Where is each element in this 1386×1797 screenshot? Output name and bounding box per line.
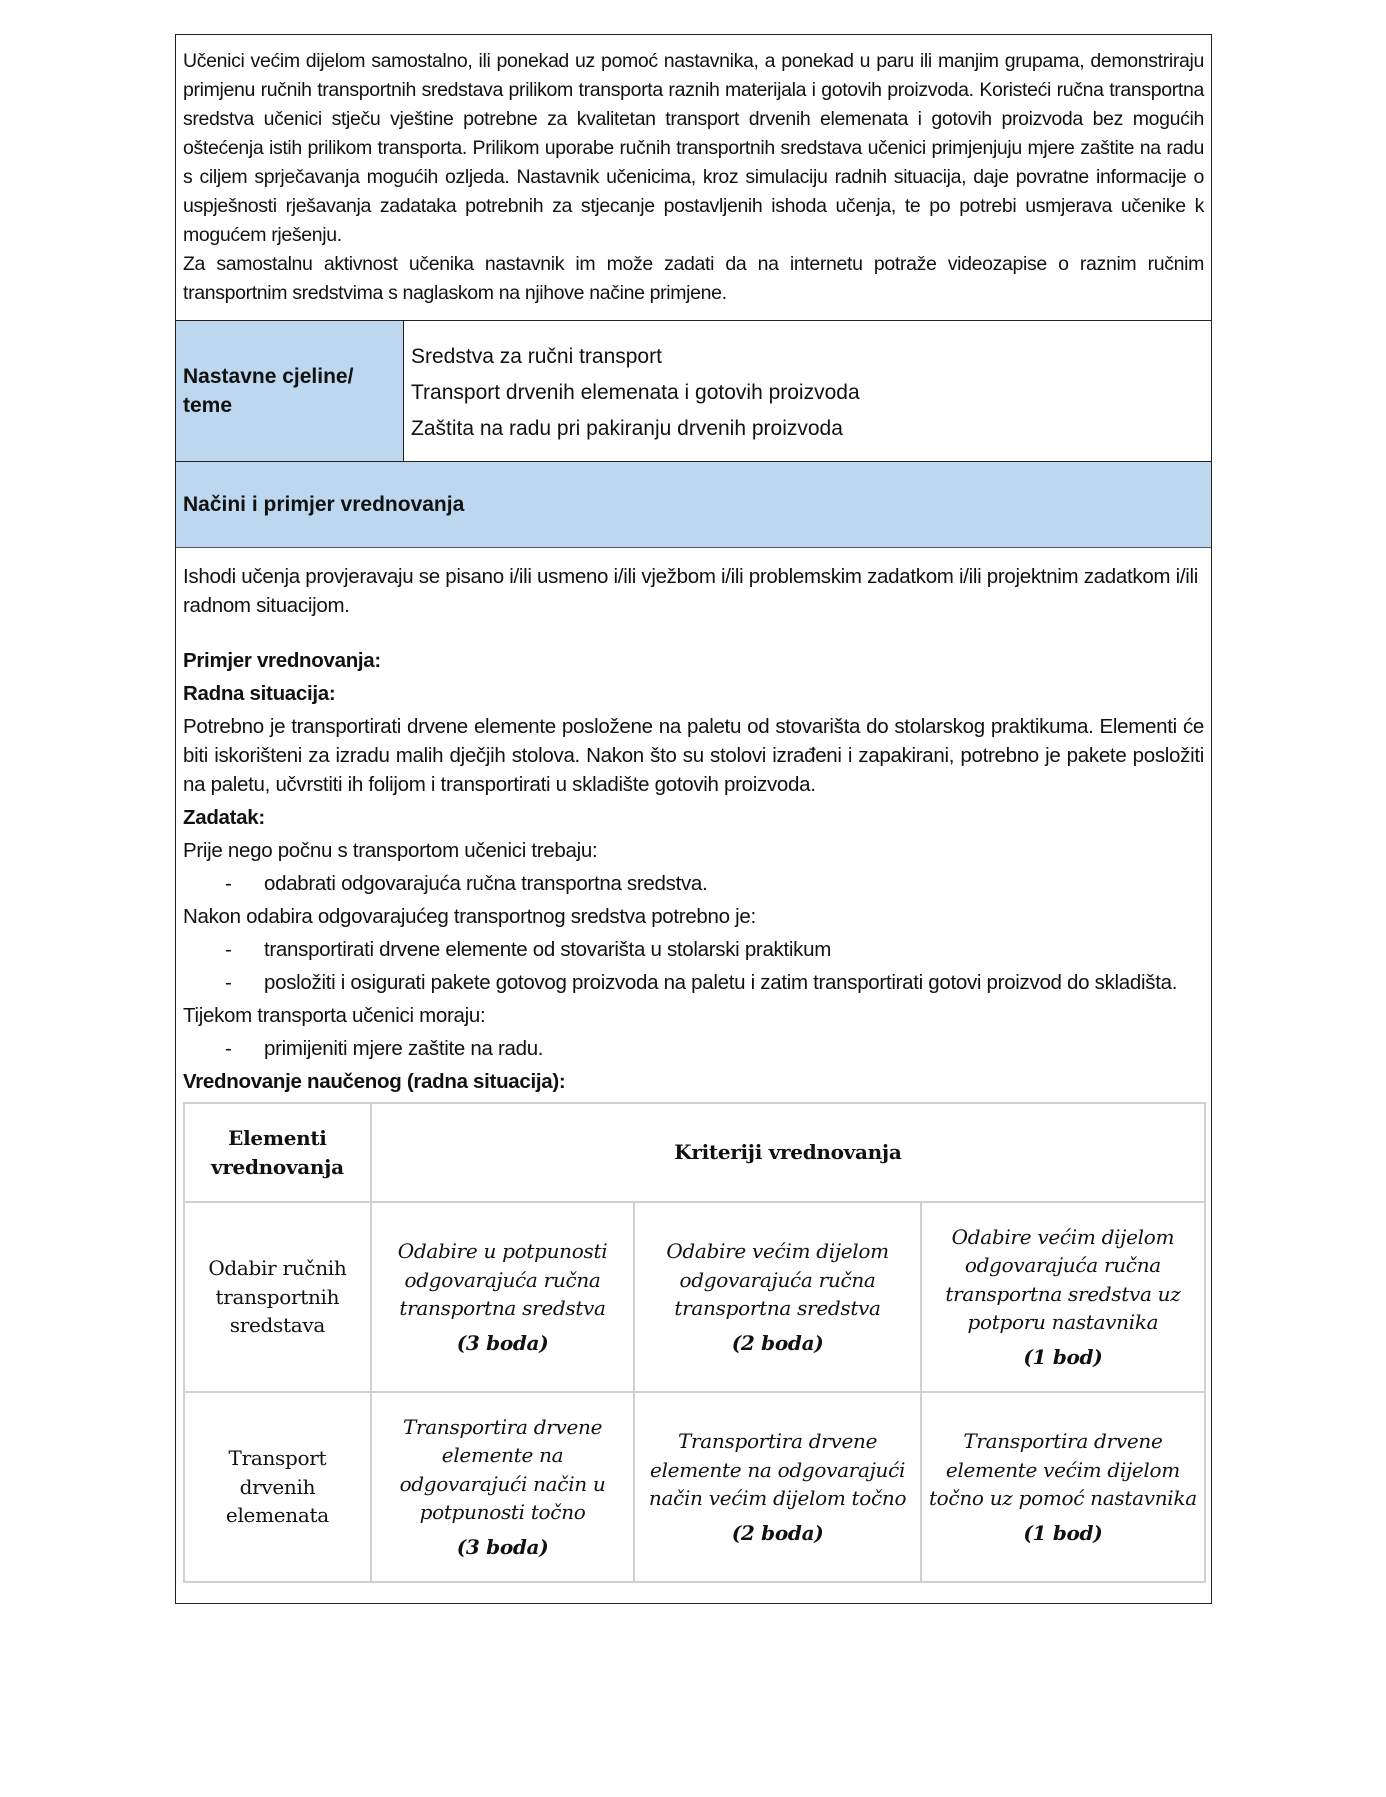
- list-item: - primijeniti mjere zaštite na radu.: [183, 1034, 1204, 1063]
- teaching-units-row: [176, 321, 1211, 462]
- rubric-title: Vrednovanje naučenog (radna situacija):: [183, 1070, 566, 1093]
- evaluation-section-header: Načini i primjer vrednovanja: [176, 462, 1211, 548]
- intro-paragraph-1: Učenici većim dijelom samostalno, ili ponekad uz pomoć nastavnika, a ponekad u paru ili manjim grupama, demonstriraju primjenu ručnih transportnih sredstava prilikom transporta raznih materijala i gotovih proizvoda. Koristeći ručna transportna sredstva učenici stječu vještine potrebne za kvalitetan transport drvenih elemenata i gotovih proizvoda bez mogućih oštećenja istih prilikom transporta. Prilikom uporabe ručnih transportnih sredstava učenici primjenjuju mjere zaštite na radu s ciljem sprječavanja mogućih ozljeda. Nastavnik učenicima, kroz simulaciju radnih situacija, daje povratne informacije o uspješnosti rješavanja zadataka potrebnih za stjecanje postavljenih ishoda učenja, te po potrebi usmjerava učenike k mogućem rješenju.: [183, 50, 1204, 246]
- points-label: (1 bod): [1023, 1344, 1103, 1369]
- evaluation-body: [176, 548, 1211, 1603]
- list-item: - posložiti i osigurati pakete gotovog proizvoda na paletu i zatim transportirati gotovi proizvod do skladišta.: [183, 968, 1204, 997]
- during-transport-intro: Tijekom transporta učenici moraju:: [183, 1004, 486, 1027]
- rubric-criterion: Transportira drvene elemente na odgovarajući način u potpunosti točno (3 boda): [371, 1392, 635, 1582]
- points-label: (2 boda): [731, 1520, 824, 1545]
- table-row: [184, 1392, 1205, 1582]
- teaching-units-list: [404, 321, 867, 461]
- points-label: (3 boda): [456, 1534, 549, 1559]
- rubric-header-criteria: Kriteriji vrednovanja: [371, 1103, 1205, 1202]
- intro-section: [176, 35, 1211, 321]
- work-situation-title: Radna situacija:: [183, 682, 336, 705]
- rubric-criterion: Odabire u potpunosti odgovarajuća ručna transportna sredstva (3 boda): [371, 1202, 635, 1392]
- rubric-criterion: Odabire većim dijelom odgovarajuća ručna transportna sredstva (2 boda): [634, 1202, 920, 1392]
- example-title: Primjer vrednovanja:: [183, 649, 381, 672]
- teaching-units-label: Nastavne cjeline/ teme: [176, 321, 404, 461]
- before-transport-intro: Prije nego počnu s transportom učenici trebaju:: [183, 839, 598, 862]
- rubric-element: Odabir ručnih transportnih sredstava: [184, 1202, 371, 1392]
- task-title: Zadatak:: [183, 806, 265, 829]
- rubric-header-row: [184, 1103, 1205, 1202]
- dash-bullet-icon: -: [225, 872, 232, 895]
- dash-bullet-icon: -: [225, 1037, 232, 1060]
- dash-bullet-icon: -: [225, 938, 232, 961]
- work-situation-text: Potrebno je transportirati drvene elemente posložene na paletu od stovarišta do stolarskog praktikuma. Elementi će biti iskorišteni za izradu malih dječjih stolova. Nakon što su stolovi izrađeni i zapakirani, potrebno je pakete posložiti na paletu, učvrstiti ih folijom i transportirati u skladište gotovih proizvoda.: [183, 715, 1204, 796]
- rubric-element: Transport drvenih elemenata: [184, 1392, 371, 1582]
- points-label: (3 boda): [456, 1330, 549, 1355]
- dash-bullet-icon: -: [225, 971, 232, 994]
- teaching-unit-item: Sredstva za ručni transport: [411, 345, 662, 368]
- rubric-header-elements: Elementi vrednovanja: [184, 1103, 371, 1202]
- teaching-unit-item: Transport drvenih elemenata i gotovih proizvoda: [411, 381, 860, 404]
- points-label: (1 bod): [1023, 1520, 1103, 1545]
- table-row: [184, 1202, 1205, 1392]
- evaluation-intro: Ishodi učenja provjeravaju se pisano i/ili usmeno i/ili vježbom i/ili problemskim zadatkom i/ili projektnim zadatkom i/ili radnom situacijom.: [183, 565, 1199, 617]
- evaluation-rubric-table: [183, 1102, 1206, 1583]
- teaching-unit-item: Zaštita na radu pri pakiranju drvenih proizvoda: [411, 417, 843, 440]
- intro-paragraph-2: Za samostalnu aktivnost učenika nastavnik im može zadati da na internetu potraže videozapise o raznim ručnim transportnim sredstvima s naglaskom na njihove načine primjene.: [183, 253, 1204, 304]
- list-item: - odabrati odgovarajuća ručna transportna sredstva.: [183, 869, 1204, 898]
- points-label: (2 boda): [731, 1330, 824, 1355]
- rubric-criterion: Transportira drvene elemente na odgovarajući način većim dijelom točno (2 boda): [634, 1392, 920, 1582]
- list-item: - transportirati drvene elemente od stovarišta u stolarski praktikum: [183, 935, 1204, 964]
- after-selection-intro: Nakon odabira odgovarajućeg transportnog sredstva potrebno je:: [183, 905, 756, 928]
- curriculum-table: [175, 34, 1212, 1604]
- rubric-criterion: Transportira drvene elemente većim dijelom točno uz pomoć nastavnika (1 bod): [921, 1392, 1205, 1582]
- rubric-criterion: Odabire većim dijelom odgovarajuća ručna transportna sredstva uz potporu nastavnika (1 bod): [921, 1202, 1205, 1392]
